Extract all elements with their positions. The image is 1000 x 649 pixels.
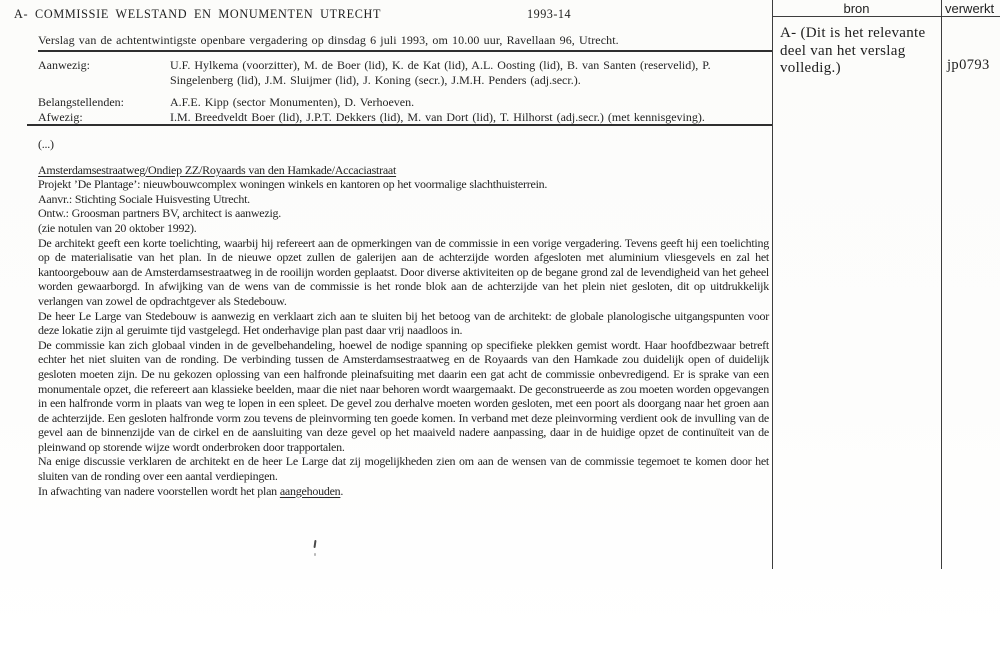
report-body	[38, 137, 769, 498]
project-heading: Amsterdamsestraatweg/Ondiep ZZ/Royaards van den Hamkade/Accaciastraat	[38, 162, 397, 177]
minutes-reference-line: (zie notulen van 20 oktober 1992).	[38, 220, 197, 235]
attendance-value: U.F. Hylkema (voorzitter), M. de Boer (lid), K. de Kat (lid), A.L. Oosting (lid), B. van Santen (reservelid), P. Singelenberg (lid), J.M. Sluijmer (lid), J. Koning (secr.), J.M.H. Penders (adj.secr.).	[170, 58, 711, 88]
attendance-value: I.M. Breedveldt Boer (lid), J.P.T. Dekkers (lid), M. van Dort (lid), T. Hilhorst (adj.secr.) (met kennisgeving).	[170, 110, 705, 124]
attendance-value: A.F.E. Kipp (sector Monumenten), D. Verhoeven.	[170, 95, 415, 109]
decision-line	[38, 484, 769, 499]
decision-keyword: aangehouden	[279, 483, 341, 498]
scan-artifact-dot	[314, 553, 316, 556]
report-paragraph: Na enige discussie verklaren de architekt en de heer Le Large dat zij mogelijkheden zien om aan de wensen van de commissie tegemoet te komen door het sluiten van de ronding over een aantal verdiepingen.	[38, 454, 769, 484]
meeting-description: Verslag van de achtentwintigste openbare vergadering op dinsdag 6 juli 1993, om 10.00 uur, Ravellaan 96, Utrecht.	[38, 33, 619, 47]
attendance-row-afwezig	[38, 110, 768, 125]
source-annotation-note: A- (Dit is het relevante deel van het verslag volledig.)	[780, 25, 926, 76]
decision-text: In afwachting van nadere voorstellen wordt het plan	[38, 483, 280, 498]
column-header-bron: bron	[843, 1, 870, 16]
page-title: A- COMMISSIE WELSTAND EN MONUMENTEN UTRECHT	[14, 7, 382, 21]
report-paragraph: De heer Le Large van Stedebouw is aanwezig en verklaart zich aan te sluiten bij het betoog van de architekt: de globale planologische uitgangspunten voor deze lokatie zijn al geruimte tijd vastgelegd. Het onderhavige plan past daar vrij naadloos in.	[38, 308, 769, 338]
applicant-line: Aanvr.: Stichting Sociale Huisvesting Utrecht.	[38, 191, 250, 206]
processing-code: jp0793	[947, 57, 990, 73]
project-description-line: Projekt ’De Plantage’: nieuwbouwcomplex woningen winkels en kantoren op het voormalige slachthuisterrein.	[38, 177, 548, 192]
attendance-label: Aanwezig:	[38, 58, 90, 72]
attendance-row-belangstellenden	[38, 95, 768, 110]
document-number: 1993-14	[527, 7, 572, 21]
sidebar-header-underline	[772, 16, 1000, 17]
omitted-content-marker: (...)	[38, 137, 54, 151]
sidebar-column-divider	[941, 0, 942, 569]
rule-under-meeting-line	[38, 50, 772, 52]
attendance-label: Afwezig:	[38, 110, 83, 124]
designer-line: Ontw.: Groosman partners BV, architect is aanwezig.	[38, 206, 282, 221]
report-paragraph: De architekt geeft een korte toelichting, waarbij hij refereert aan de opmerkingen van de commissie in een vorige vergadering. Tevens geeft hij een toelichting op de materialisatie van het plan. In de nieuwe opzet zullen de galerijen aan de achterzijde worden afgesloten met aluminium vliesgevels en zal het kantoorgebouw aan de Amsterdamsestraatweg in de rooilijn worden geplaatst. Door diverse aktiviteiten op de begane grond zal de levendigheid van het geheel worden gewaarborgd. In afwijking van de wens van de commissie is het ronde blok aan de achterzijde van het plein niet gesloten, dit op uitdrukkelijk verlangen van zowel de opdrachtgever als Stedebouw.	[38, 235, 769, 308]
scan-artifact-mark	[313, 540, 316, 548]
attendance-label: Belangstellenden:	[38, 95, 124, 109]
attendance-row-aanwezig	[38, 58, 768, 88]
report-paragraph: De commissie kan zich globaal vinden in de gevelbehandeling, hoewel de nodige spanning op specifieke plekken gemist wordt. Haar hoofdbezwaar betreft echter het niet sluiten van de ronding. De verbinding tussen de Amsterdamsestraatweg en de Royaards van den Hamkade zou duidelijk open of duidelijk gesloten moeten zijn. De nu gekozen oplossing van een halfronde pleinafsuiting met daarin een gat acht de commissie onbevredigend. Er is sprake van een monumentale opzet, die refereert aan klassieke beelden, maar die niet naar behoren wordt waargemaakt. De geconstrueerde as zou moeten worden opgevangen in een halfronde vorm in plaats van weg te lopen in een spleet. De gevel zou derhalve moeten worden gesloten, met een poort als doorgang naar het groen aan de achterzijde. Een gesloten halfronde vorm zou tevens de pleinvorming ten goede komen. In verband met deze pleinvorming verdient ook de invulling van de gevel aan de binnenzijde van de cirkel en de aansluiting van deze gevel op het maaiveld nadere aanpassing, daar in de huidige opzet de continuïteit van de pleinwand op storende wijze wordt onderbroken door trapportalen.	[38, 337, 769, 454]
column-header-verwerkt: verwerkt	[945, 1, 995, 16]
rule-under-attendance	[27, 124, 772, 126]
decision-period: .	[340, 483, 344, 498]
sidebar-left-border	[772, 0, 773, 569]
